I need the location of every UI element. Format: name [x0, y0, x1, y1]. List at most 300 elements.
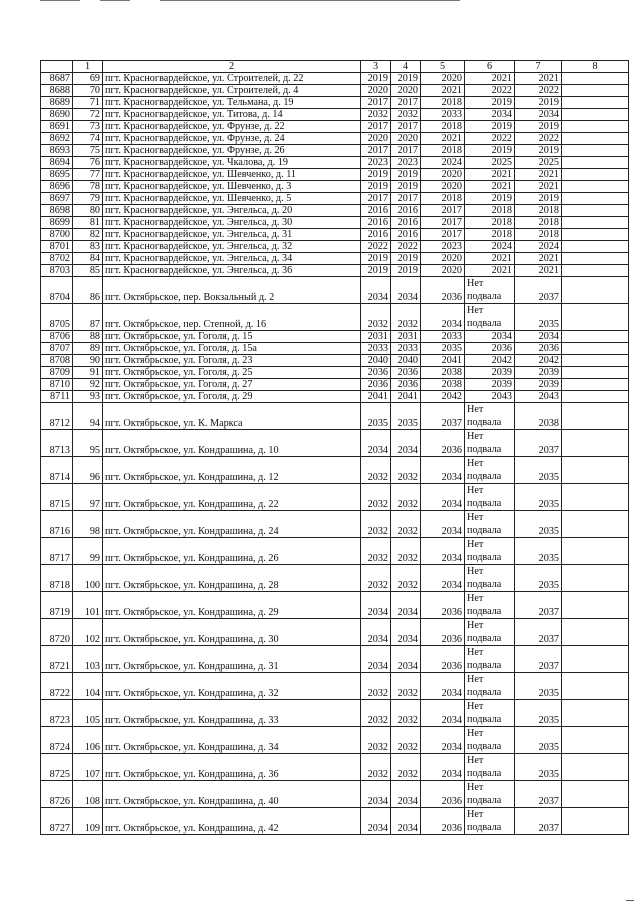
- col8-cell: [562, 781, 629, 808]
- row-id-cell: 8726: [41, 781, 73, 808]
- col3-cell: 2019: [361, 73, 391, 85]
- col3-cell: 2041: [361, 391, 391, 403]
- address-cell: пгт. Красногвардейское, ул. Энгельса, д. 31: [103, 229, 361, 241]
- row-number-cell: 87: [73, 304, 103, 331]
- col7-cell: 2035: [515, 700, 562, 727]
- col4-cell: 2017: [391, 145, 421, 157]
- col7-cell: 2035: [515, 538, 562, 565]
- col8-cell: [562, 673, 629, 700]
- col8-cell: [562, 403, 629, 430]
- row-id-cell: 8706: [41, 331, 73, 343]
- col8-cell: [562, 565, 629, 592]
- row-number-cell: 89: [73, 343, 103, 355]
- row-id-cell: 8715: [41, 484, 73, 511]
- table-row: [41, 538, 629, 565]
- col6-cell: Нет подвала: [465, 727, 515, 754]
- table-row: [41, 253, 629, 265]
- header-col-1: 1: [73, 61, 103, 73]
- col3-cell: 2016: [361, 229, 391, 241]
- table-row: [41, 217, 629, 229]
- col7-cell: 2021: [515, 73, 562, 85]
- col6-cell: 2034: [465, 109, 515, 121]
- address-cell: пгт. Октябрьское, ул. Кондрашина, д. 24: [103, 511, 361, 538]
- address-cell: пгт. Октябрьское, ул. Кондрашина, д. 26: [103, 538, 361, 565]
- col6-cell: Нет подвала: [465, 565, 515, 592]
- row-number-cell: 97: [73, 484, 103, 511]
- row-id-cell: 8703: [41, 265, 73, 277]
- table-row: [41, 430, 629, 457]
- address-cell: пгт. Октябрьское, ул. Кондрашина, д. 31: [103, 646, 361, 673]
- col4-cell: 2041: [391, 391, 421, 403]
- col7-cell: 2022: [515, 85, 562, 97]
- col8-cell: [562, 367, 629, 379]
- row-number-cell: 100: [73, 565, 103, 592]
- row-id-cell: 8724: [41, 727, 73, 754]
- col3-cell: 2032: [361, 511, 391, 538]
- col5-cell: 2017: [421, 217, 465, 229]
- col5-cell: 2034: [421, 538, 465, 565]
- col3-cell: 2017: [361, 193, 391, 205]
- col8-cell: [562, 181, 629, 193]
- col4-cell: 2019: [391, 265, 421, 277]
- row-id-cell: 8710: [41, 379, 73, 391]
- col4-cell: 2031: [391, 331, 421, 343]
- col7-cell: 2035: [515, 304, 562, 331]
- row-number-cell: 98: [73, 511, 103, 538]
- col4-cell: 2034: [391, 781, 421, 808]
- col7-cell: 2038: [515, 403, 562, 430]
- scan-artifact-top: [40, 0, 460, 2]
- col3-cell: 2034: [361, 619, 391, 646]
- col4-cell: 2016: [391, 229, 421, 241]
- col7-cell: 2034: [515, 109, 562, 121]
- col5-cell: 2036: [421, 592, 465, 619]
- col7-cell: 2035: [515, 565, 562, 592]
- row-id-cell: 8688: [41, 85, 73, 97]
- col4-cell: 2019: [391, 181, 421, 193]
- scan-artifact-corner: [626, 900, 634, 901]
- table-row: [41, 73, 629, 85]
- address-cell: пгт. Красногвардейское, ул. Энгельса, д. 36: [103, 265, 361, 277]
- row-id-cell: 8701: [41, 241, 73, 253]
- col3-cell: 2033: [361, 343, 391, 355]
- col5-cell: 2034: [421, 457, 465, 484]
- table-row: [41, 781, 629, 808]
- row-number-cell: 92: [73, 379, 103, 391]
- col6-cell: 2019: [465, 193, 515, 205]
- col6-cell: 2019: [465, 145, 515, 157]
- address-cell: пгт. Октябрьское, ул. Кондрашина, д. 33: [103, 700, 361, 727]
- col4-cell: 2023: [391, 157, 421, 169]
- table-row: [41, 277, 629, 304]
- col5-cell: 2034: [421, 484, 465, 511]
- address-cell: пгт. Красногвардейское, ул. Фрунзе, д. 24: [103, 133, 361, 145]
- col7-cell: 2037: [515, 808, 562, 835]
- col7-cell: 2021: [515, 181, 562, 193]
- address-cell: пгт. Красногвардейское, ул. Строителей, д. 22: [103, 73, 361, 85]
- col5-cell: 2038: [421, 379, 465, 391]
- row-number-cell: 95: [73, 430, 103, 457]
- table-row: [41, 457, 629, 484]
- col7-cell: 2037: [515, 592, 562, 619]
- col5-cell: 2034: [421, 754, 465, 781]
- row-number-cell: 83: [73, 241, 103, 253]
- col8-cell: [562, 265, 629, 277]
- col8-cell: [562, 277, 629, 304]
- row-number-cell: 71: [73, 97, 103, 109]
- row-id-cell: 8727: [41, 808, 73, 835]
- row-number-cell: 107: [73, 754, 103, 781]
- col3-cell: 2035: [361, 403, 391, 430]
- table-body: [41, 73, 629, 835]
- address-cell: пгт. Красногвардейское, ул. Строителей, д. 4: [103, 85, 361, 97]
- row-id-cell: 8708: [41, 355, 73, 367]
- col4-cell: 2019: [391, 73, 421, 85]
- col7-cell: 2037: [515, 619, 562, 646]
- row-id-cell: 8705: [41, 304, 73, 331]
- table-row: [41, 331, 629, 343]
- col6-cell: 2018: [465, 205, 515, 217]
- row-id-cell: 8707: [41, 343, 73, 355]
- col6-cell: 2021: [465, 169, 515, 181]
- col5-cell: 2020: [421, 265, 465, 277]
- col8-cell: [562, 727, 629, 754]
- col6-cell: 2039: [465, 379, 515, 391]
- header-col-3: 3: [361, 61, 391, 73]
- table-row: [41, 265, 629, 277]
- col3-cell: 2036: [361, 367, 391, 379]
- address-cell: пгт. Красногвардейское, ул. Тельмана, д. 19: [103, 97, 361, 109]
- table-row: [41, 355, 629, 367]
- row-id-cell: 8693: [41, 145, 73, 157]
- col8-cell: [562, 619, 629, 646]
- col6-cell: Нет подвала: [465, 403, 515, 430]
- address-cell: пгт. Красногвардейское, ул. Энгельса, д. 32: [103, 241, 361, 253]
- col5-cell: 2021: [421, 85, 465, 97]
- row-id-cell: 8718: [41, 565, 73, 592]
- col8-cell: [562, 808, 629, 835]
- col3-cell: 2020: [361, 85, 391, 97]
- col7-cell: 2018: [515, 205, 562, 217]
- col3-cell: 2017: [361, 97, 391, 109]
- col5-cell: 2036: [421, 781, 465, 808]
- col3-cell: 2032: [361, 700, 391, 727]
- row-id-cell: 8698: [41, 205, 73, 217]
- col8-cell: [562, 430, 629, 457]
- row-number-cell: 81: [73, 217, 103, 229]
- table-row: [41, 646, 629, 673]
- col8-cell: [562, 700, 629, 727]
- col5-cell: 2024: [421, 157, 465, 169]
- table-row: [41, 700, 629, 727]
- col6-cell: Нет подвала: [465, 646, 515, 673]
- col4-cell: 2032: [391, 304, 421, 331]
- col3-cell: 2032: [361, 727, 391, 754]
- row-id-cell: 8712: [41, 403, 73, 430]
- col5-cell: 2036: [421, 277, 465, 304]
- row-id-cell: 8723: [41, 700, 73, 727]
- col6-cell: Нет подвала: [465, 619, 515, 646]
- col5-cell: 2037: [421, 403, 465, 430]
- col8-cell: [562, 511, 629, 538]
- row-number-cell: 74: [73, 133, 103, 145]
- col3-cell: 2032: [361, 304, 391, 331]
- col8-cell: [562, 379, 629, 391]
- col4-cell: 2019: [391, 253, 421, 265]
- row-number-cell: 80: [73, 205, 103, 217]
- row-number-cell: 106: [73, 727, 103, 754]
- row-number-cell: 91: [73, 367, 103, 379]
- col7-cell: 2036: [515, 343, 562, 355]
- address-cell: пгт. Октябрьское, ул. К. Маркса: [103, 403, 361, 430]
- col6-cell: Нет подвала: [465, 781, 515, 808]
- table-row: [41, 97, 629, 109]
- row-id-cell: 8717: [41, 538, 73, 565]
- col5-cell: 2033: [421, 331, 465, 343]
- row-id-cell: 8709: [41, 367, 73, 379]
- col5-cell: 2018: [421, 193, 465, 205]
- col8-cell: [562, 754, 629, 781]
- row-number-cell: 94: [73, 403, 103, 430]
- header-col-6: 6: [465, 61, 515, 73]
- col7-cell: 2039: [515, 367, 562, 379]
- row-id-cell: 8714: [41, 457, 73, 484]
- col6-cell: 2021: [465, 253, 515, 265]
- col7-cell: 2025: [515, 157, 562, 169]
- col6-cell: Нет подвала: [465, 457, 515, 484]
- row-id-cell: 8692: [41, 133, 73, 145]
- col4-cell: 2034: [391, 646, 421, 673]
- address-cell: пгт. Октябрьское, ул. Кондрашина, д. 28: [103, 565, 361, 592]
- address-cell: пгт. Красногвардейское, ул. Энгельса, д. 20: [103, 205, 361, 217]
- row-id-cell: 8691: [41, 121, 73, 133]
- header-col-2: 2: [103, 61, 361, 73]
- col6-cell: 2036: [465, 343, 515, 355]
- col5-cell: 2018: [421, 145, 465, 157]
- col3-cell: 2017: [361, 145, 391, 157]
- col5-cell: 2021: [421, 133, 465, 145]
- table-row: [41, 808, 629, 835]
- row-number-cell: 76: [73, 157, 103, 169]
- row-number-cell: 69: [73, 73, 103, 85]
- row-number-cell: 77: [73, 169, 103, 181]
- header-col-7: 7: [515, 61, 562, 73]
- table-row: [41, 379, 629, 391]
- col7-cell: 2034: [515, 331, 562, 343]
- row-id-cell: 8696: [41, 181, 73, 193]
- col5-cell: 2038: [421, 367, 465, 379]
- col5-cell: 2023: [421, 241, 465, 253]
- address-cell: пгт. Красногвардейское, ул. Шевченко, д. 5: [103, 193, 361, 205]
- col3-cell: 2032: [361, 673, 391, 700]
- col7-cell: 2037: [515, 781, 562, 808]
- col8-cell: [562, 484, 629, 511]
- col4-cell: 2032: [391, 457, 421, 484]
- col8-cell: [562, 229, 629, 241]
- row-number-cell: 99: [73, 538, 103, 565]
- col7-cell: 2035: [515, 457, 562, 484]
- table-row: [41, 121, 629, 133]
- row-number-cell: 73: [73, 121, 103, 133]
- address-cell: пгт. Октябрьское, ул. Кондрашина, д. 36: [103, 754, 361, 781]
- col3-cell: 2034: [361, 781, 391, 808]
- col4-cell: 2032: [391, 673, 421, 700]
- col3-cell: 2032: [361, 457, 391, 484]
- col5-cell: 2017: [421, 229, 465, 241]
- address-cell: пгт. Красногвардейское, ул. Шевченко, д. 3: [103, 181, 361, 193]
- row-id-cell: 8720: [41, 619, 73, 646]
- row-number-cell: 84: [73, 253, 103, 265]
- col6-cell: 2022: [465, 133, 515, 145]
- col3-cell: 2032: [361, 484, 391, 511]
- col7-cell: 2021: [515, 265, 562, 277]
- col4-cell: 2032: [391, 754, 421, 781]
- col3-cell: 2032: [361, 565, 391, 592]
- col5-cell: 2020: [421, 73, 465, 85]
- col8-cell: [562, 205, 629, 217]
- col3-cell: 2040: [361, 355, 391, 367]
- col5-cell: 2020: [421, 181, 465, 193]
- col4-cell: 2036: [391, 379, 421, 391]
- table-row: [41, 181, 629, 193]
- col4-cell: 2034: [391, 808, 421, 835]
- address-cell: пгт. Красногвардейское, ул. Фрунзе, д. 26: [103, 145, 361, 157]
- table-row: [41, 511, 629, 538]
- col3-cell: 2019: [361, 181, 391, 193]
- address-cell: пгт. Октябрьское, ул. Кондрашина, д. 34: [103, 727, 361, 754]
- row-number-cell: 78: [73, 181, 103, 193]
- col7-cell: 2035: [515, 727, 562, 754]
- address-cell: пгт. Октябрьское, ул. Кондрашина, д. 10: [103, 430, 361, 457]
- col4-cell: 2032: [391, 565, 421, 592]
- col8-cell: [562, 109, 629, 121]
- col8-cell: [562, 646, 629, 673]
- address-cell: пгт. Октябрьское, ул. Кондрашина, д. 30: [103, 619, 361, 646]
- address-cell: пгт. Октябрьское, ул. Гоголя, д. 23: [103, 355, 361, 367]
- col3-cell: 2032: [361, 538, 391, 565]
- col6-cell: 2025: [465, 157, 515, 169]
- row-id-cell: 8690: [41, 109, 73, 121]
- col5-cell: 2034: [421, 304, 465, 331]
- col4-cell: 2032: [391, 538, 421, 565]
- table-row: [41, 133, 629, 145]
- col6-cell: 2042: [465, 355, 515, 367]
- col6-cell: Нет подвала: [465, 754, 515, 781]
- address-cell: пгт. Октябрьское, ул. Гоголя, д. 25: [103, 367, 361, 379]
- row-number-cell: 72: [73, 109, 103, 121]
- col5-cell: 2034: [421, 673, 465, 700]
- table-row: [41, 484, 629, 511]
- table-row: [41, 145, 629, 157]
- table-row: [41, 727, 629, 754]
- row-number-cell: 96: [73, 457, 103, 484]
- col8-cell: [562, 85, 629, 97]
- table-row: [41, 754, 629, 781]
- col8-cell: [562, 253, 629, 265]
- col4-cell: 2032: [391, 727, 421, 754]
- address-cell: пгт. Октябрьское, ул. Кондрашина, д. 42: [103, 808, 361, 835]
- row-id-cell: 8694: [41, 157, 73, 169]
- col3-cell: 2022: [361, 241, 391, 253]
- col4-cell: 2034: [391, 430, 421, 457]
- col3-cell: 2034: [361, 592, 391, 619]
- col6-cell: Нет подвала: [465, 700, 515, 727]
- col3-cell: 2031: [361, 331, 391, 343]
- col4-cell: 2035: [391, 403, 421, 430]
- address-cell: пгт. Красногвардейское, ул. Титова, д. 14: [103, 109, 361, 121]
- address-cell: пгт. Октябрьское, ул. Кондрашина, д. 29: [103, 592, 361, 619]
- col7-cell: 2035: [515, 484, 562, 511]
- col5-cell: 2036: [421, 808, 465, 835]
- address-cell: пгт. Красногвардейское, ул. Энгельса, д. 30: [103, 217, 361, 229]
- address-cell: пгт. Октябрьское, ул. Гоголя, д. 15: [103, 331, 361, 343]
- col4-cell: 2016: [391, 205, 421, 217]
- col8-cell: [562, 592, 629, 619]
- col8-cell: [562, 121, 629, 133]
- col3-cell: 2034: [361, 430, 391, 457]
- row-number-cell: 79: [73, 193, 103, 205]
- col4-cell: 2034: [391, 277, 421, 304]
- table-row: [41, 391, 629, 403]
- col5-cell: 2020: [421, 253, 465, 265]
- address-cell: пгт. Октябрьское, пер. Степной, д. 16: [103, 304, 361, 331]
- table-row: [41, 343, 629, 355]
- row-number-cell: 86: [73, 277, 103, 304]
- col4-cell: 2017: [391, 193, 421, 205]
- address-cell: пгт. Октябрьское, ул. Гоголя, д. 15а: [103, 343, 361, 355]
- table-row: [41, 592, 629, 619]
- row-number-cell: 85: [73, 265, 103, 277]
- col4-cell: 2034: [391, 619, 421, 646]
- row-id-cell: 8687: [41, 73, 73, 85]
- col5-cell: 2036: [421, 430, 465, 457]
- col6-cell: Нет подвала: [465, 304, 515, 331]
- col6-cell: Нет подвала: [465, 808, 515, 835]
- row-number-cell: 105: [73, 700, 103, 727]
- col6-cell: Нет подвала: [465, 430, 515, 457]
- col7-cell: 2018: [515, 229, 562, 241]
- row-number-cell: 93: [73, 391, 103, 403]
- row-id-cell: 8699: [41, 217, 73, 229]
- col7-cell: 2039: [515, 379, 562, 391]
- table-row: [41, 367, 629, 379]
- row-id-cell: 8713: [41, 430, 73, 457]
- col4-cell: 2020: [391, 85, 421, 97]
- col7-cell: 2043: [515, 391, 562, 403]
- col8-cell: [562, 73, 629, 85]
- address-cell: пгт. Красногвардейское, ул. Фрунзе, д. 22: [103, 121, 361, 133]
- row-id-cell: 8697: [41, 193, 73, 205]
- col7-cell: 2019: [515, 97, 562, 109]
- col8-cell: [562, 241, 629, 253]
- col5-cell: 2036: [421, 619, 465, 646]
- col7-cell: 2042: [515, 355, 562, 367]
- col3-cell: 2032: [361, 754, 391, 781]
- row-number-cell: 88: [73, 331, 103, 343]
- row-id-cell: 8695: [41, 169, 73, 181]
- col8-cell: [562, 217, 629, 229]
- row-id-cell: 8711: [41, 391, 73, 403]
- col6-cell: Нет подвала: [465, 538, 515, 565]
- col6-cell: Нет подвала: [465, 277, 515, 304]
- col7-cell: 2037: [515, 646, 562, 673]
- col4-cell: 2016: [391, 217, 421, 229]
- col3-cell: 2016: [361, 205, 391, 217]
- col4-cell: 2032: [391, 511, 421, 538]
- col5-cell: 2036: [421, 646, 465, 673]
- row-id-cell: 8721: [41, 646, 73, 673]
- col8-cell: [562, 391, 629, 403]
